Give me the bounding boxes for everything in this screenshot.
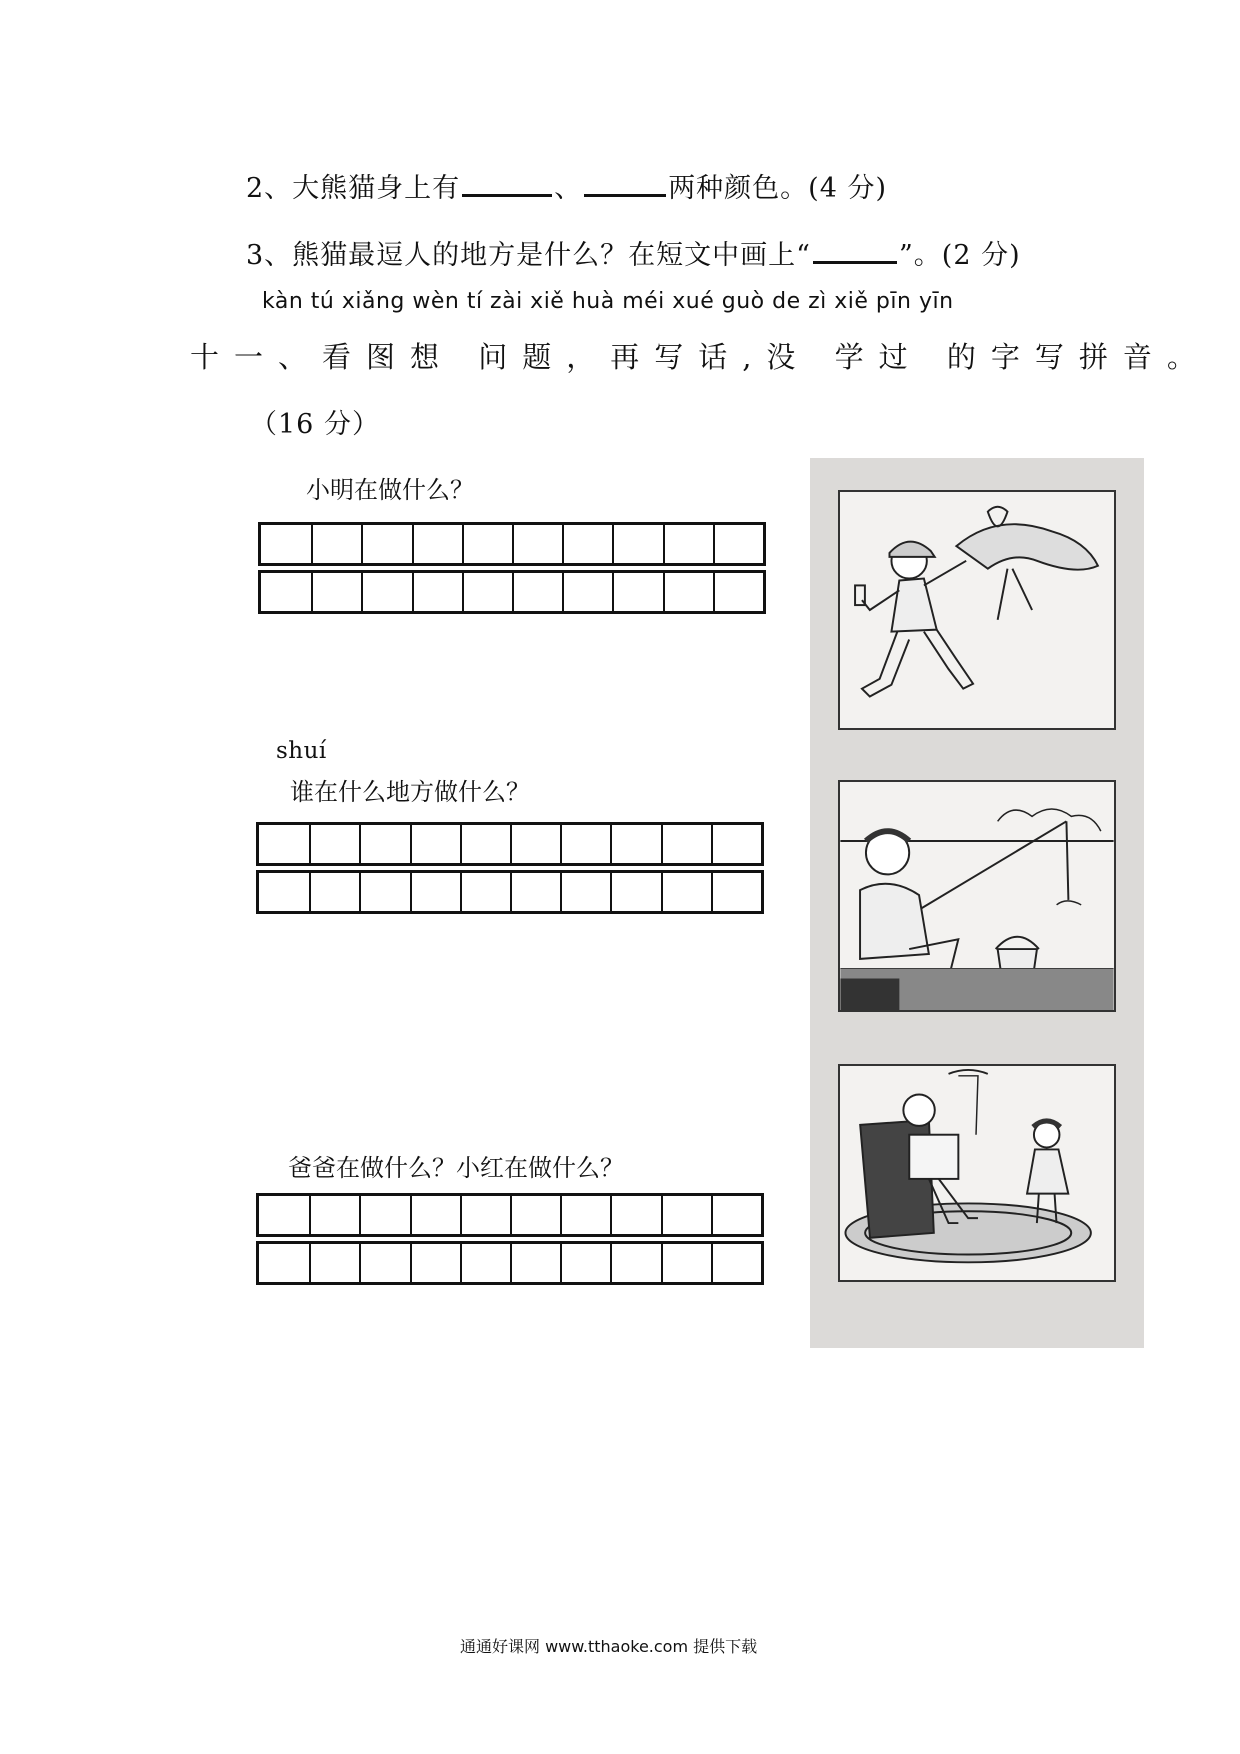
writing-grid-1a[interactable] xyxy=(258,522,766,566)
answer-blank-3[interactable] xyxy=(813,239,897,264)
writing-grid-2b[interactable] xyxy=(256,870,764,914)
answer-blank-2[interactable] xyxy=(584,172,666,197)
answer-blank-1[interactable] xyxy=(462,172,552,197)
footer-text: 通通好课网 www.tthaoke.com 提供下载 xyxy=(460,1637,758,1656)
section-11-title: 十一、看图想 问题，再写话,没 学过 的字写拼音。 xyxy=(190,340,1211,374)
question-2-prefix: 2、大熊猫身上有 xyxy=(246,173,461,204)
prompt-3: 爸爸在做什么？小红在做什么？ xyxy=(288,1154,624,1182)
prompt-2: 谁在什么地方做什么？ xyxy=(290,778,530,806)
picture-panel xyxy=(810,458,1144,1348)
question-2 xyxy=(246,166,887,205)
man-fishing-illustration xyxy=(838,780,1116,1012)
writing-grid-2a[interactable] xyxy=(256,822,764,866)
father-reading-girl-playing-illustration xyxy=(838,1064,1116,1282)
writing-grid-1b[interactable] xyxy=(258,570,766,614)
prompt-2-pinyin: shuí xyxy=(276,738,327,764)
question-3-suffix: ”。(2 分) xyxy=(898,240,1021,271)
writing-grid-3a[interactable] xyxy=(256,1193,764,1237)
section-11-score: （16 分） xyxy=(250,409,380,440)
question-2-sep: 、 xyxy=(554,173,583,204)
question-3-prefix: 3、熊猫最逗人的地方是什么？在短文中画上“ xyxy=(246,240,811,271)
writing-grid-3b[interactable] xyxy=(256,1241,764,1285)
question-2-suffix: 两种颜色。(4 分) xyxy=(668,173,888,204)
boy-flying-kite-illustration xyxy=(838,490,1116,730)
section-11-pinyin: kàn tú xiǎng wèn tí zài xiě huà méi xué guò de zì xiě pīn yīn xyxy=(262,289,954,314)
prompt-1: 小明在做什么？ xyxy=(306,476,474,504)
question-3 xyxy=(246,233,1021,272)
